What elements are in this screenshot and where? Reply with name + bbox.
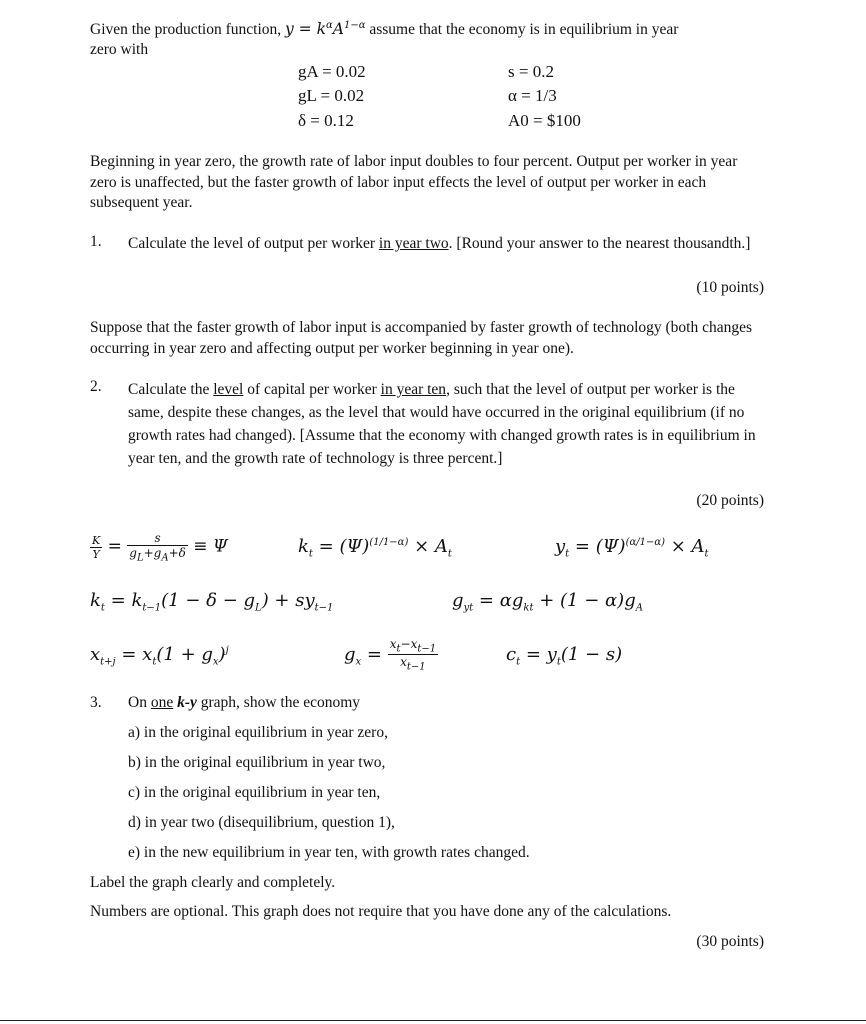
q3-points: (30 points) <box>696 933 764 950</box>
formula-y: $y_t = (\Psi)^{(\alpha/1-\alpha)} \times A_t$ <box>555 536 709 560</box>
intro-pre: Given the production function, <box>90 21 282 39</box>
q1-points: (10 points) <box>696 279 764 296</box>
q3-number: 3. <box>90 694 102 711</box>
formula-gx: $g_x$ = $\frac{x_t-x_{t-1}}{x_{t-1}}$ <box>344 637 437 673</box>
q3-item-a: a) in the original equilibrium in year zero, <box>128 724 388 741</box>
q3-item-c: c) in the original equilibrium in year ten, <box>128 784 381 801</box>
formula-x-growth: $x_{t+j} = x_t(1 + g_x)^j$ <box>90 644 229 668</box>
formula-gy: $g_{yt} = \alpha g_{kt} + (1 - \alpha)g_A$ <box>452 590 643 614</box>
intro-line-1 <box>90 20 678 39</box>
param-alpha: α = 1/3 <box>508 86 557 105</box>
paragraph-technology: Suppose that the faster growth of labor input is accompanied by faster growth of technology (both changes occurring in year zero and affecting output per worker beginning in year one). <box>90 319 753 357</box>
paragraph-labor-growth: Beginning in year zero, the growth rate of labor input doubles to four percent. Output per worker in year zero is unaffected, but the faster growth of labor input effects the level of output per worker in each subsequent year. <box>90 153 738 211</box>
q1-text: Calculate the level of output per worker in year two. [Round your answer to the nearest thousandth.] <box>128 235 751 252</box>
production-function: $y = k^\alpha A^{1-\alpha}$ <box>285 20 366 39</box>
q3-bold-ky: k-y <box>177 694 197 711</box>
q3-numbers-line: Numbers are optional. This graph does not require that you have done any of the calculations. <box>90 903 672 920</box>
formula-k-accum: $k_t = k_{t-1}(1 - \delta - g_L) + sy_{t-1}$ <box>90 590 334 614</box>
q3-item-b: b) in the original equilibrium in year two, <box>128 754 386 771</box>
q2-underline-level: level <box>213 381 244 398</box>
q3-label-line: Label the graph clearly and completely. <box>90 874 336 891</box>
q1-number: 1. <box>90 233 102 250</box>
param-gA: gA = 0.02 <box>298 62 366 81</box>
q2-text: Calculate the level of capital per worker in year ten, such that the level of output per worker is the same, despite these changes, as the level that would have occurred in the original equilibrium (if no growth rates had changed). [Assume that the economy with changed growth rates is in equilibrium in year ten, and the growth rate of technology is three percent.] <box>128 381 756 467</box>
param-delta: δ = 0.12 <box>298 111 354 130</box>
param-gL: gL = 0.02 <box>298 86 365 105</box>
q2-points: (20 points) <box>696 492 764 509</box>
q3-item-d: d) in year two (disequilibrium, question 1), <box>128 814 395 831</box>
formula-c: $c_t = y_t(1 - s)$ <box>506 644 623 668</box>
q2-number: 2. <box>90 378 102 395</box>
q3-item-e: e) in the new equilibrium in year ten, with growth rates changed. <box>128 844 530 861</box>
page-bottom-rule <box>0 1020 866 1021</box>
param-A0: A0 = $100 <box>508 111 581 130</box>
q3-underline-one: one <box>150 694 174 711</box>
q1-underline: in year two <box>378 235 449 252</box>
formula-k: $k_t = (\Psi)^{(1/1-\alpha)} \times A_t$ <box>298 536 452 560</box>
intro-post: assume that the economy is in equilibrium in year <box>369 21 679 39</box>
formula-psi: $\frac{K}{Y}$ = $\frac{s}{g_L+g_A+\delta}$ ≡ Ψ <box>92 531 228 564</box>
intro-line-2: zero with <box>90 41 149 58</box>
q3-text: On one k-y graph, show the economy <box>128 694 361 711</box>
q2-underline-year: in year ten <box>380 381 447 398</box>
param-s: s = 0.2 <box>508 62 554 81</box>
